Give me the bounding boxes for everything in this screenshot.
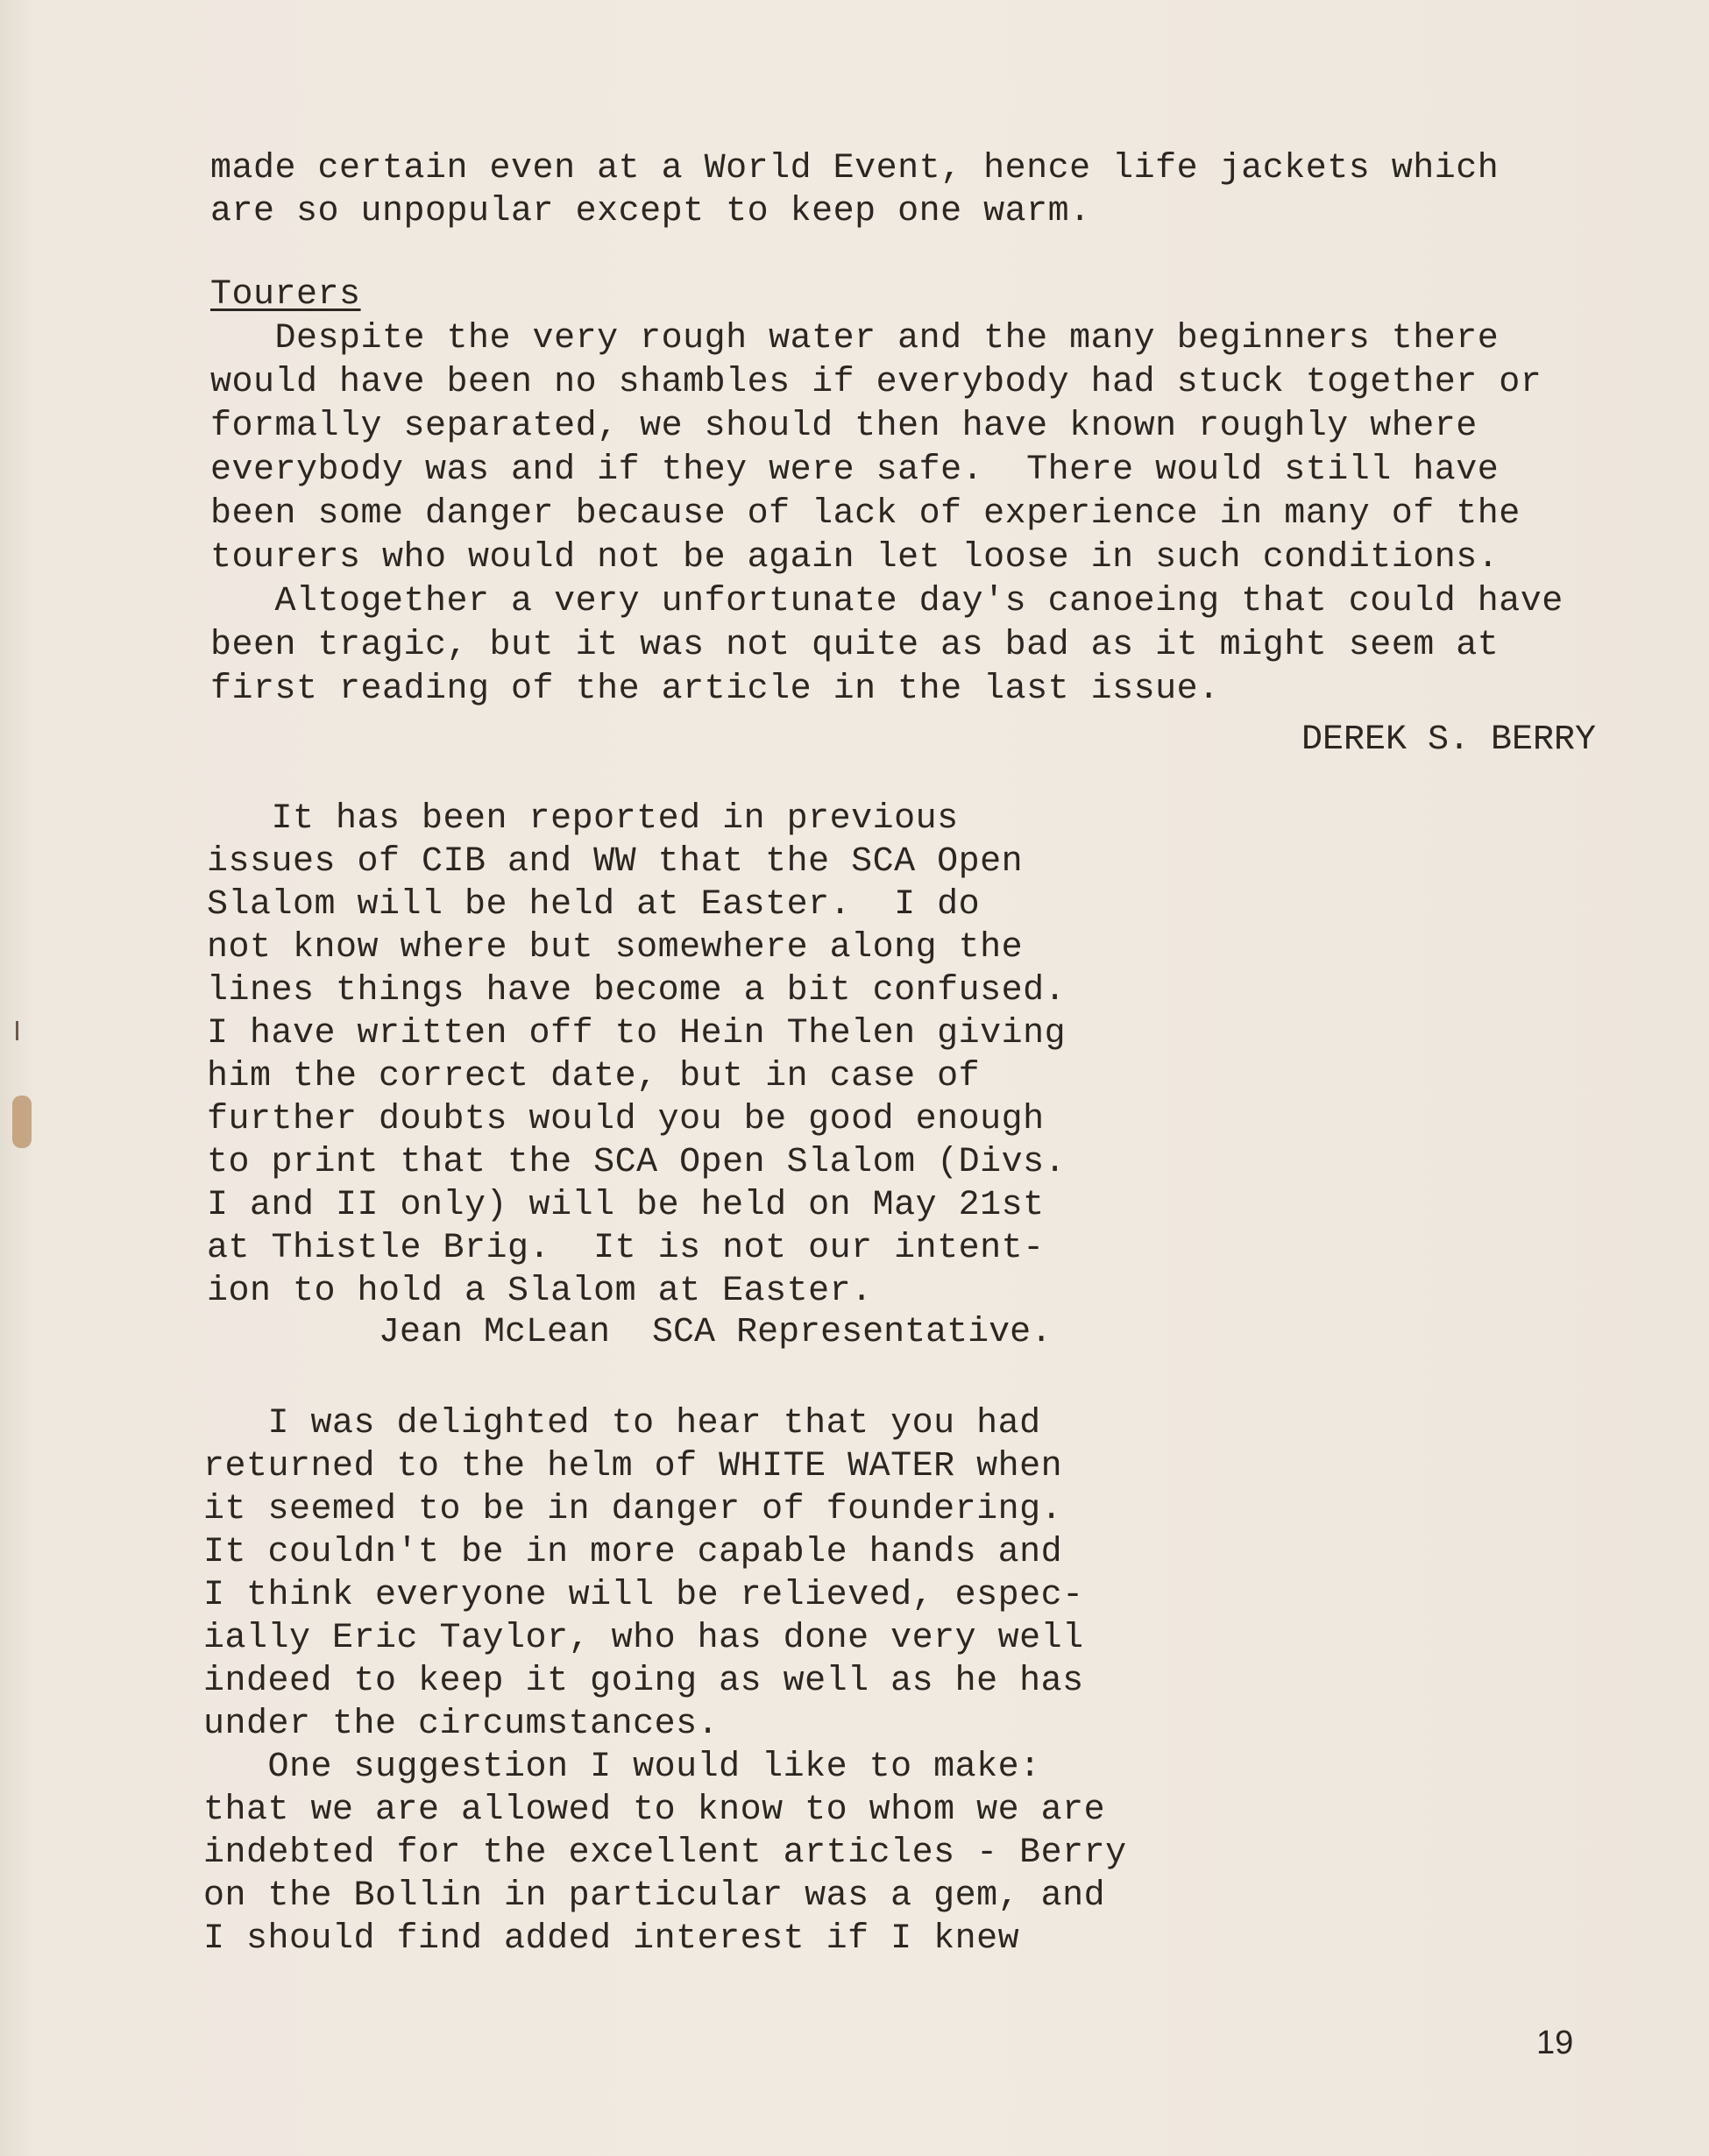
body-text-line: Slalom will be held at Easter. I do — [207, 885, 981, 925]
body-text-line: indeed to keep it going as well as he has — [203, 1662, 1084, 1701]
body-text-line: It has been reported in previous — [207, 799, 959, 839]
body-text-line: I was delighted to hear that you had — [203, 1404, 1041, 1443]
body-text-line: I have written off to Hein Thelen giving — [207, 1014, 1067, 1053]
binding-mark — [16, 1021, 18, 1040]
body-text-line: made certain even at a World Event, hence life jackets which — [210, 149, 1500, 188]
body-text-line: I should find added interest if I knew — [203, 1919, 1020, 1959]
body-text-line: would have been no shambles if everybody had stuck together or — [210, 363, 1542, 402]
section-heading: Tourers — [210, 275, 361, 315]
body-text-line: that we are allowed to know to whom we are — [203, 1791, 1106, 1830]
body-text-line: ially Eric Taylor, who has done very well — [203, 1619, 1084, 1658]
body-text-line: first reading of the article in the last issue. — [210, 670, 1220, 709]
body-text-line: I and II only) will be held on May 21st — [207, 1186, 1045, 1225]
body-text-line: not know where but somewhere along the — [207, 928, 1024, 968]
body-text-line: ion to hold a Slalom at Easter. — [207, 1272, 873, 1311]
author-signature: Jean McLean SCA Representative. — [379, 1313, 1053, 1352]
body-text-line: issues of CIB and WW that the SCA Open — [207, 842, 1024, 882]
body-text-line: It couldn't be in more capable hands and — [203, 1533, 1063, 1572]
body-text-line: been some danger because of lack of experience in many of the — [210, 494, 1521, 534]
body-text-line: under the circumstances. — [203, 1705, 720, 1744]
body-text-line: everybody was and if they were safe. There would still have — [210, 450, 1500, 490]
body-text-line: on the Bollin in particular was a gem, and — [203, 1876, 1106, 1916]
body-text-line: further doubts would you be good enough — [207, 1100, 1045, 1139]
body-text-line: I think everyone will be relieved, espec- — [203, 1576, 1084, 1615]
body-text-line: Altogether a very unfortunate day's canoeing that could have — [210, 582, 1564, 621]
body-text-line: are so unpopular except to keep one warm. — [210, 192, 1091, 231]
body-text-line: Despite the very rough water and the many beginners there — [210, 319, 1500, 358]
paper-stain — [12, 1096, 32, 1148]
body-text-line: at Thistle Brig. It is not our intent- — [207, 1229, 1045, 1268]
body-text-line: formally separated, we should then have known roughly where — [210, 407, 1478, 446]
body-text-line: to print that the SCA Open Slalom (Divs. — [207, 1143, 1067, 1182]
body-text-line: it seemed to be in danger of foundering. — [203, 1490, 1063, 1529]
body-text-line: indebted for the excellent articles - Berry — [203, 1833, 1127, 1873]
body-text-line: One suggestion I would like to make: — [203, 1748, 1041, 1787]
body-text-line: returned to the helm of WHITE WATER when — [203, 1447, 1063, 1486]
body-text-line: him the correct date, but in case of — [207, 1057, 981, 1096]
body-text-line: lines things have become a bit confused. — [207, 971, 1067, 1011]
page-number: 19 — [1536, 2025, 1574, 2061]
author-signature: DEREK S. BERRY — [1301, 720, 1597, 760]
body-text-line: tourers who would not be again let loose in such conditions. — [210, 538, 1500, 578]
body-text-line: been tragic, but it was not quite as bad as it might seem at — [210, 626, 1500, 665]
